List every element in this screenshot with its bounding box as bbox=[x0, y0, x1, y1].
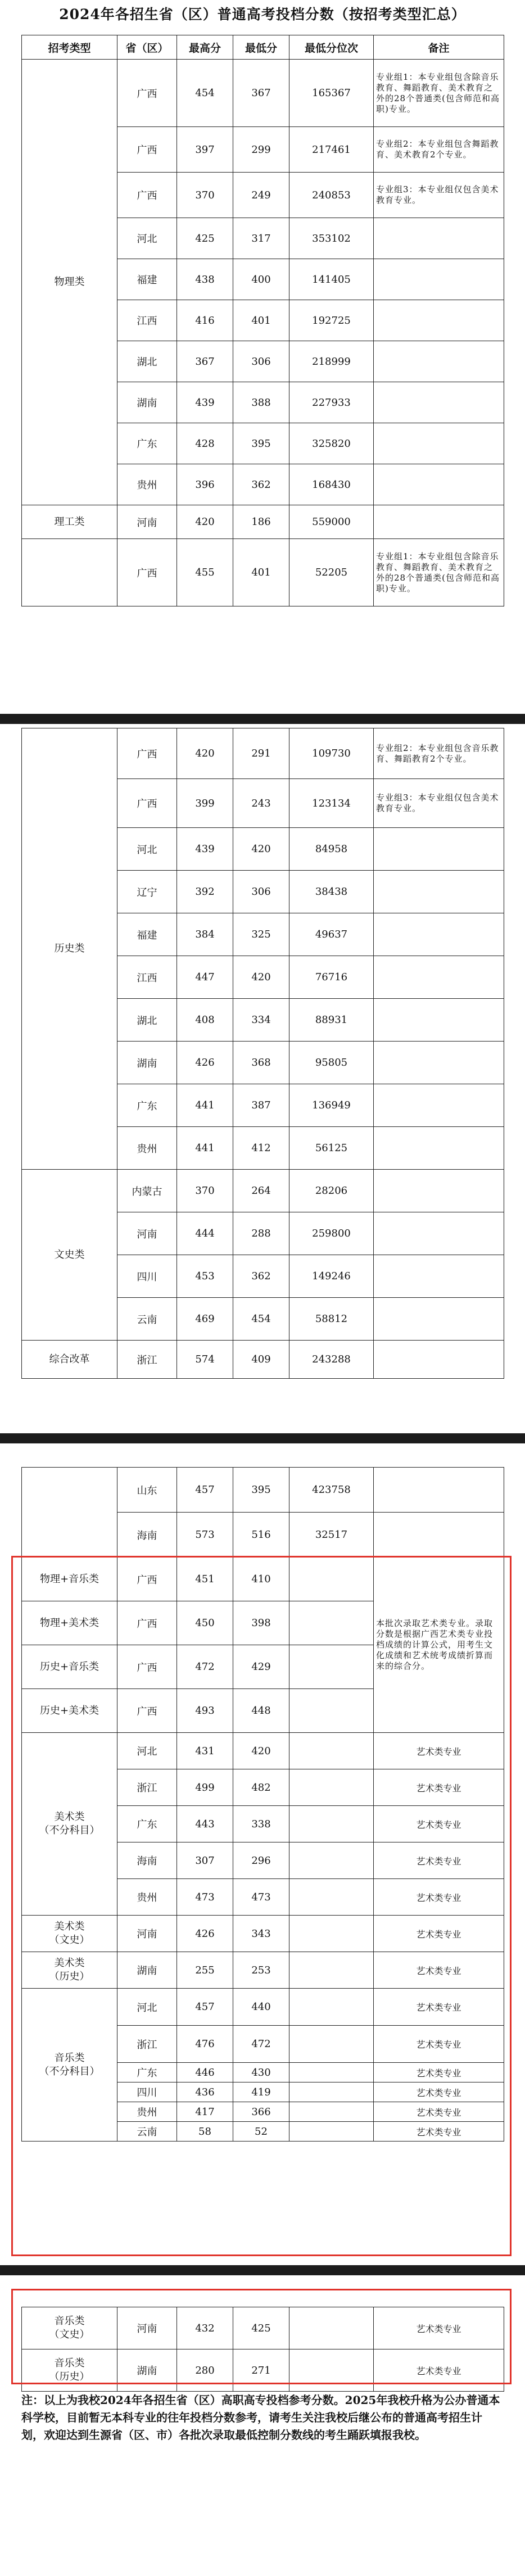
category-name: 音乐类 bbox=[54, 2052, 85, 2064]
note-cell: 艺术类专业 bbox=[374, 1769, 504, 1806]
province-cell: 湖南 bbox=[117, 382, 177, 423]
max-score-cell: 370 bbox=[177, 1170, 233, 1212]
max-score-cell: 436 bbox=[177, 2082, 233, 2102]
min-score-cell: 398 bbox=[233, 1601, 289, 1645]
category-cell: 文史类 bbox=[22, 1170, 117, 1341]
note-cell bbox=[374, 956, 504, 999]
max-score-cell: 438 bbox=[177, 259, 233, 300]
max-score-cell: 370 bbox=[177, 173, 233, 218]
min-score-cell: 52 bbox=[233, 2122, 289, 2142]
province-cell: 云南 bbox=[117, 1298, 177, 1341]
min-score-cell: 419 bbox=[233, 2082, 289, 2102]
rank-cell: 218999 bbox=[289, 341, 374, 382]
note-cell bbox=[374, 1468, 504, 1513]
min-score-cell: 420 bbox=[233, 828, 289, 871]
category-subject: （不分科目） bbox=[39, 1825, 100, 1836]
note-cell bbox=[374, 1212, 504, 1255]
note-cell: 艺术类专业 bbox=[374, 1806, 504, 1842]
rank-cell: 56125 bbox=[289, 1127, 374, 1170]
max-score-cell: 450 bbox=[177, 1601, 233, 1645]
max-score-cell: 493 bbox=[177, 1689, 233, 1733]
note-cell bbox=[374, 828, 504, 871]
max-score-cell: 420 bbox=[177, 728, 233, 779]
min-score-cell: 271 bbox=[233, 2349, 289, 2392]
note-cell bbox=[374, 871, 504, 913]
max-score-cell: 426 bbox=[177, 1916, 233, 1952]
province-cell: 广西 bbox=[117, 1645, 177, 1689]
min-score-cell: 253 bbox=[233, 1952, 289, 1989]
note-cell: 艺术类专业 bbox=[374, 1879, 504, 1916]
category-cell: 综合改革 bbox=[22, 1341, 117, 1379]
province-cell: 贵州 bbox=[117, 1879, 177, 1916]
max-score-cell: 439 bbox=[177, 828, 233, 871]
province-cell: 广西 bbox=[117, 1601, 177, 1645]
table-row bbox=[22, 539, 504, 606]
max-score-cell: 573 bbox=[177, 1513, 233, 1558]
note-cell: 艺术类专业 bbox=[374, 2063, 504, 2082]
max-score-cell: 469 bbox=[177, 1298, 233, 1341]
note-cell bbox=[374, 1127, 504, 1170]
category-cell bbox=[22, 1468, 117, 1558]
rank-cell: 217461 bbox=[289, 127, 374, 173]
rank-cell: 423758 bbox=[289, 1468, 374, 1513]
province-cell: 河北 bbox=[117, 218, 177, 259]
note-cell bbox=[374, 464, 504, 505]
min-score-cell: 401 bbox=[233, 300, 289, 341]
max-score-cell: 428 bbox=[177, 423, 233, 464]
max-score-cell: 457 bbox=[177, 1989, 233, 2026]
min-score-cell: 388 bbox=[233, 382, 289, 423]
max-score-cell: 455 bbox=[177, 539, 233, 606]
max-score-cell: 426 bbox=[177, 1042, 233, 1084]
min-score-cell: 367 bbox=[233, 60, 289, 127]
min-score-cell: 343 bbox=[233, 1916, 289, 1952]
note-cell: 专业组2：本专业组包含舞蹈教育、美术教育2个专业。 bbox=[374, 127, 504, 173]
header-min: 最低分 bbox=[233, 35, 289, 60]
category-cell: 物理+美术类 bbox=[22, 1601, 117, 1645]
category-subject: （历史） bbox=[49, 2371, 90, 2383]
table-row bbox=[22, 1468, 504, 1513]
min-score-cell: 412 bbox=[233, 1127, 289, 1170]
max-score-cell: 472 bbox=[177, 1645, 233, 1689]
rank-cell: 168430 bbox=[289, 464, 374, 505]
min-score-cell: 338 bbox=[233, 1806, 289, 1842]
category-cell bbox=[22, 539, 117, 606]
min-score-cell: 401 bbox=[233, 539, 289, 606]
rank-cell: 192725 bbox=[289, 300, 374, 341]
province-cell: 云南 bbox=[117, 2122, 177, 2142]
note-cell bbox=[374, 505, 504, 539]
max-score-cell: 307 bbox=[177, 1842, 233, 1879]
province-cell: 河北 bbox=[117, 1733, 177, 1769]
min-score-cell: 409 bbox=[233, 1341, 289, 1379]
highlight-box bbox=[11, 2289, 512, 2384]
rank-cell: 559000 bbox=[289, 505, 374, 539]
min-score-cell: 387 bbox=[233, 1084, 289, 1127]
score-table-part1 bbox=[21, 35, 504, 606]
province-cell: 广西 bbox=[117, 728, 177, 779]
province-cell: 广东 bbox=[117, 423, 177, 464]
min-score-cell: 395 bbox=[233, 1468, 289, 1513]
note-cell bbox=[374, 1513, 504, 1558]
category-name: 美术类 bbox=[54, 1957, 85, 1969]
province-cell: 河南 bbox=[117, 1212, 177, 1255]
min-score-cell: 288 bbox=[233, 1212, 289, 1255]
min-score-cell: 400 bbox=[233, 259, 289, 300]
min-score-cell: 366 bbox=[233, 2102, 289, 2122]
min-score-cell: 362 bbox=[233, 464, 289, 505]
note-cell: 专业组1：本专业组包含除音乐教育、舞蹈教育、美术教育之外的28个普通类(包含师范和高职)专业。 bbox=[374, 539, 504, 606]
province-cell: 广西 bbox=[117, 539, 177, 606]
min-score-cell: 420 bbox=[233, 956, 289, 999]
note-cell: 专业组2：本专业组包含音乐教育、舞蹈教育2个专业。 bbox=[374, 728, 504, 779]
table-row bbox=[22, 505, 504, 539]
rank-cell: 243288 bbox=[289, 1341, 374, 1379]
max-score-cell: 416 bbox=[177, 300, 233, 341]
province-cell: 福建 bbox=[117, 913, 177, 956]
note-cell: 艺术类专业 bbox=[374, 2307, 504, 2349]
max-score-cell: 420 bbox=[177, 505, 233, 539]
rank-cell: 109730 bbox=[289, 728, 374, 779]
category-cell: 物理+音乐类 bbox=[22, 1558, 117, 1601]
max-score-cell: 446 bbox=[177, 2063, 233, 2082]
note-cell: 艺术类专业 bbox=[374, 1842, 504, 1879]
note-cell: 艺术类专业 bbox=[374, 1916, 504, 1952]
rank-cell: 28206 bbox=[289, 1170, 374, 1212]
category-cell: 理工类 bbox=[22, 505, 117, 539]
note-cell: 专业组3：本专业组仅包含美术教育专业。 bbox=[374, 779, 504, 828]
rank-cell: 259800 bbox=[289, 1212, 374, 1255]
province-cell: 辽宁 bbox=[117, 871, 177, 913]
note-cell: 专业组3：本专业组仅包含美术教育专业。 bbox=[374, 173, 504, 218]
header-max: 最高分 bbox=[177, 35, 233, 60]
category-subject: （历史） bbox=[49, 1971, 90, 1982]
province-cell: 浙江 bbox=[117, 1769, 177, 1806]
province-cell: 湖南 bbox=[117, 1952, 177, 1989]
note-cell bbox=[374, 382, 504, 423]
province-cell: 江西 bbox=[117, 300, 177, 341]
min-score-cell: 448 bbox=[233, 1689, 289, 1733]
province-cell: 广西 bbox=[117, 127, 177, 173]
note-cell bbox=[374, 913, 504, 956]
max-score-cell: 425 bbox=[177, 218, 233, 259]
min-score-cell: 299 bbox=[233, 127, 289, 173]
min-score-cell: 440 bbox=[233, 1989, 289, 2026]
max-score-cell: 432 bbox=[177, 2307, 233, 2349]
category-name: 美术类 bbox=[54, 1811, 85, 1823]
note-cell: 专业组1：本专业组包含除音乐教育、舞蹈教育、美术教育之外的28个普通类(包含师范和高职)专业。 bbox=[374, 60, 504, 127]
min-score-cell: 186 bbox=[233, 505, 289, 539]
province-cell: 湖南 bbox=[117, 2349, 177, 2392]
category-cell: 历史+音乐类 bbox=[22, 1645, 117, 1689]
province-cell: 江西 bbox=[117, 956, 177, 999]
province-cell: 广西 bbox=[117, 1558, 177, 1601]
min-score-cell: 296 bbox=[233, 1842, 289, 1879]
province-cell: 湖北 bbox=[117, 999, 177, 1042]
highlight-box bbox=[11, 1556, 512, 2256]
note-cell: 艺术类专业 bbox=[374, 2026, 504, 2063]
min-score-cell: 306 bbox=[233, 341, 289, 382]
max-score-cell: 439 bbox=[177, 382, 233, 423]
rank-cell: 52205 bbox=[289, 539, 374, 606]
min-score-cell: 362 bbox=[233, 1255, 289, 1298]
note-cell bbox=[374, 423, 504, 464]
province-cell: 河南 bbox=[117, 1916, 177, 1952]
max-score-cell: 408 bbox=[177, 999, 233, 1042]
max-score-cell: 447 bbox=[177, 956, 233, 999]
max-score-cell: 417 bbox=[177, 2102, 233, 2122]
rank-cell: 325820 bbox=[289, 423, 374, 464]
header-province: 省（区） bbox=[117, 35, 177, 60]
max-score-cell: 574 bbox=[177, 1341, 233, 1379]
min-score-cell: 430 bbox=[233, 2063, 289, 2082]
category-name: 音乐类 bbox=[54, 2357, 85, 2369]
category-name: 美术类 bbox=[54, 1921, 85, 1932]
note-cell bbox=[374, 1042, 504, 1084]
min-score-cell: 473 bbox=[233, 1879, 289, 1916]
footnote: 注：以上为我校2024年各招生省（区）高职高专投档参考分数。2025年我校升格为公办普通本科学校，目前暂无本科专业的往年投档分数参考，请考生关注我校后继公布的普通高考招生计划，欢迎达到生源省（区、市）各批次录取最低控制分数线的考生踊跃填报我校。 bbox=[21, 2393, 500, 2442]
header-type: 招考类型 bbox=[22, 35, 117, 60]
rank-cell: 84958 bbox=[289, 828, 374, 871]
max-score-cell: 457 bbox=[177, 1468, 233, 1513]
rank-cell: 76716 bbox=[289, 956, 374, 999]
page-separator bbox=[0, 714, 525, 724]
rank-cell: 353102 bbox=[289, 218, 374, 259]
category-subject: （文史） bbox=[49, 1934, 90, 1946]
min-score-cell: 368 bbox=[233, 1042, 289, 1084]
table-row bbox=[22, 728, 504, 779]
note-cell bbox=[374, 218, 504, 259]
max-score-cell: 441 bbox=[177, 1084, 233, 1127]
rank-cell: 149246 bbox=[289, 1255, 374, 1298]
min-score-cell: 243 bbox=[233, 779, 289, 828]
category-subject: （文史） bbox=[49, 2329, 90, 2340]
table-row bbox=[22, 1170, 504, 1212]
max-score-cell: 473 bbox=[177, 1879, 233, 1916]
max-score-cell: 499 bbox=[177, 1769, 233, 1806]
min-score-cell: 420 bbox=[233, 1733, 289, 1769]
header-rank: 最低分位次 bbox=[289, 35, 374, 60]
max-score-cell: 453 bbox=[177, 1255, 233, 1298]
category-subject: （不分科目） bbox=[39, 2065, 100, 2077]
note-cell: 艺术类专业 bbox=[374, 2102, 504, 2122]
rank-cell: 141405 bbox=[289, 259, 374, 300]
note-cell bbox=[374, 1298, 504, 1341]
rank-cell: 32517 bbox=[289, 1513, 374, 1558]
note-cell bbox=[374, 999, 504, 1042]
category-cell: 物理类 bbox=[22, 60, 117, 505]
category-name: 音乐类 bbox=[54, 2315, 85, 2327]
table-header-row bbox=[22, 35, 504, 60]
min-score-cell: 291 bbox=[233, 728, 289, 779]
province-cell: 广西 bbox=[117, 1689, 177, 1733]
province-cell: 广东 bbox=[117, 1084, 177, 1127]
rank-cell: 49637 bbox=[289, 913, 374, 956]
rank-cell: 38438 bbox=[289, 871, 374, 913]
rank-cell: 123134 bbox=[289, 779, 374, 828]
page-separator bbox=[0, 1433, 525, 1443]
province-cell: 内蒙古 bbox=[117, 1170, 177, 1212]
note-cell bbox=[374, 1255, 504, 1298]
max-score-cell: 476 bbox=[177, 2026, 233, 2063]
min-score-cell: 325 bbox=[233, 913, 289, 956]
province-cell: 广西 bbox=[117, 173, 177, 218]
note-cell bbox=[374, 1341, 504, 1379]
province-cell: 广西 bbox=[117, 60, 177, 127]
note-cell: 艺术类专业 bbox=[374, 1989, 504, 2026]
max-score-cell: 441 bbox=[177, 1127, 233, 1170]
max-score-cell: 396 bbox=[177, 464, 233, 505]
province-cell: 广东 bbox=[117, 2063, 177, 2082]
min-score-cell: 395 bbox=[233, 423, 289, 464]
note-cell: 艺术类专业 bbox=[374, 2122, 504, 2142]
max-score-cell: 392 bbox=[177, 871, 233, 913]
category-cell: 历史+美术类 bbox=[22, 1689, 117, 1733]
page-separator bbox=[0, 2265, 525, 2275]
max-score-cell: 384 bbox=[177, 913, 233, 956]
province-cell: 海南 bbox=[117, 1842, 177, 1879]
note-cell bbox=[374, 341, 504, 382]
rank-cell: 227933 bbox=[289, 382, 374, 423]
province-cell: 贵州 bbox=[117, 1127, 177, 1170]
province-cell: 河南 bbox=[117, 505, 177, 539]
max-score-cell: 367 bbox=[177, 341, 233, 382]
rank-cell: 165367 bbox=[289, 60, 374, 127]
province-cell: 四川 bbox=[117, 1255, 177, 1298]
min-score-cell: 249 bbox=[233, 173, 289, 218]
province-cell: 河北 bbox=[117, 828, 177, 871]
province-cell: 湖南 bbox=[117, 1042, 177, 1084]
province-cell: 浙江 bbox=[117, 1341, 177, 1379]
rank-cell: 88931 bbox=[289, 999, 374, 1042]
note-cell bbox=[374, 1084, 504, 1127]
max-score-cell: 443 bbox=[177, 1806, 233, 1842]
rank-cell: 240853 bbox=[289, 173, 374, 218]
province-cell: 浙江 bbox=[117, 2026, 177, 2063]
note-cell: 艺术类专业 bbox=[374, 2349, 504, 2392]
max-score-cell: 454 bbox=[177, 60, 233, 127]
province-cell: 贵州 bbox=[117, 2102, 177, 2122]
max-score-cell: 399 bbox=[177, 779, 233, 828]
min-score-cell: 425 bbox=[233, 2307, 289, 2349]
province-cell: 河南 bbox=[117, 2307, 177, 2349]
rank-cell: 136949 bbox=[289, 1084, 374, 1127]
province-cell: 湖北 bbox=[117, 341, 177, 382]
score-table-part2 bbox=[21, 728, 504, 1379]
note-cell: 艺术类专业 bbox=[374, 1952, 504, 1989]
min-score-cell: 482 bbox=[233, 1769, 289, 1806]
note-cell bbox=[374, 1170, 504, 1212]
header-note: 备注 bbox=[374, 35, 504, 60]
table-row bbox=[22, 1341, 504, 1379]
rank-cell: 58812 bbox=[289, 1298, 374, 1341]
province-cell: 贵州 bbox=[117, 464, 177, 505]
min-score-cell: 334 bbox=[233, 999, 289, 1042]
province-cell: 河北 bbox=[117, 1989, 177, 2026]
max-score-cell: 431 bbox=[177, 1733, 233, 1769]
min-score-cell: 410 bbox=[233, 1558, 289, 1601]
page-title: 2024年各招生省（区）普通高考投档分数（按招考类型汇总） bbox=[59, 6, 466, 22]
province-cell: 四川 bbox=[117, 2082, 177, 2102]
note-cell bbox=[374, 300, 504, 341]
note-cell: 艺术类专业 bbox=[374, 1733, 504, 1769]
min-score-cell: 317 bbox=[233, 218, 289, 259]
note-cell: 本批次录取艺术类专业。录取分数是根据广西艺术类专业投档成绩的计算公式，用考生文化成绩和艺术统考成绩折算而来的综合分。 bbox=[374, 1558, 504, 1733]
province-cell: 福建 bbox=[117, 259, 177, 300]
note-cell bbox=[374, 259, 504, 300]
min-score-cell: 472 bbox=[233, 2026, 289, 2063]
min-score-cell: 516 bbox=[233, 1513, 289, 1558]
rank-cell: 95805 bbox=[289, 1042, 374, 1084]
max-score-cell: 397 bbox=[177, 127, 233, 173]
min-score-cell: 306 bbox=[233, 871, 289, 913]
province-cell: 广东 bbox=[117, 1806, 177, 1842]
province-cell: 广西 bbox=[117, 779, 177, 828]
min-score-cell: 429 bbox=[233, 1645, 289, 1689]
province-cell: 山东 bbox=[117, 1468, 177, 1513]
min-score-cell: 454 bbox=[233, 1298, 289, 1341]
province-cell: 海南 bbox=[117, 1513, 177, 1558]
max-score-cell: 58 bbox=[177, 2122, 233, 2142]
max-score-cell: 444 bbox=[177, 1212, 233, 1255]
table-row bbox=[22, 60, 504, 127]
min-score-cell: 264 bbox=[233, 1170, 289, 1212]
category-cell: 历史类 bbox=[22, 728, 117, 1170]
max-score-cell: 255 bbox=[177, 1952, 233, 1989]
max-score-cell: 280 bbox=[177, 2349, 233, 2392]
note-cell: 艺术类专业 bbox=[374, 2082, 504, 2102]
max-score-cell: 451 bbox=[177, 1558, 233, 1601]
